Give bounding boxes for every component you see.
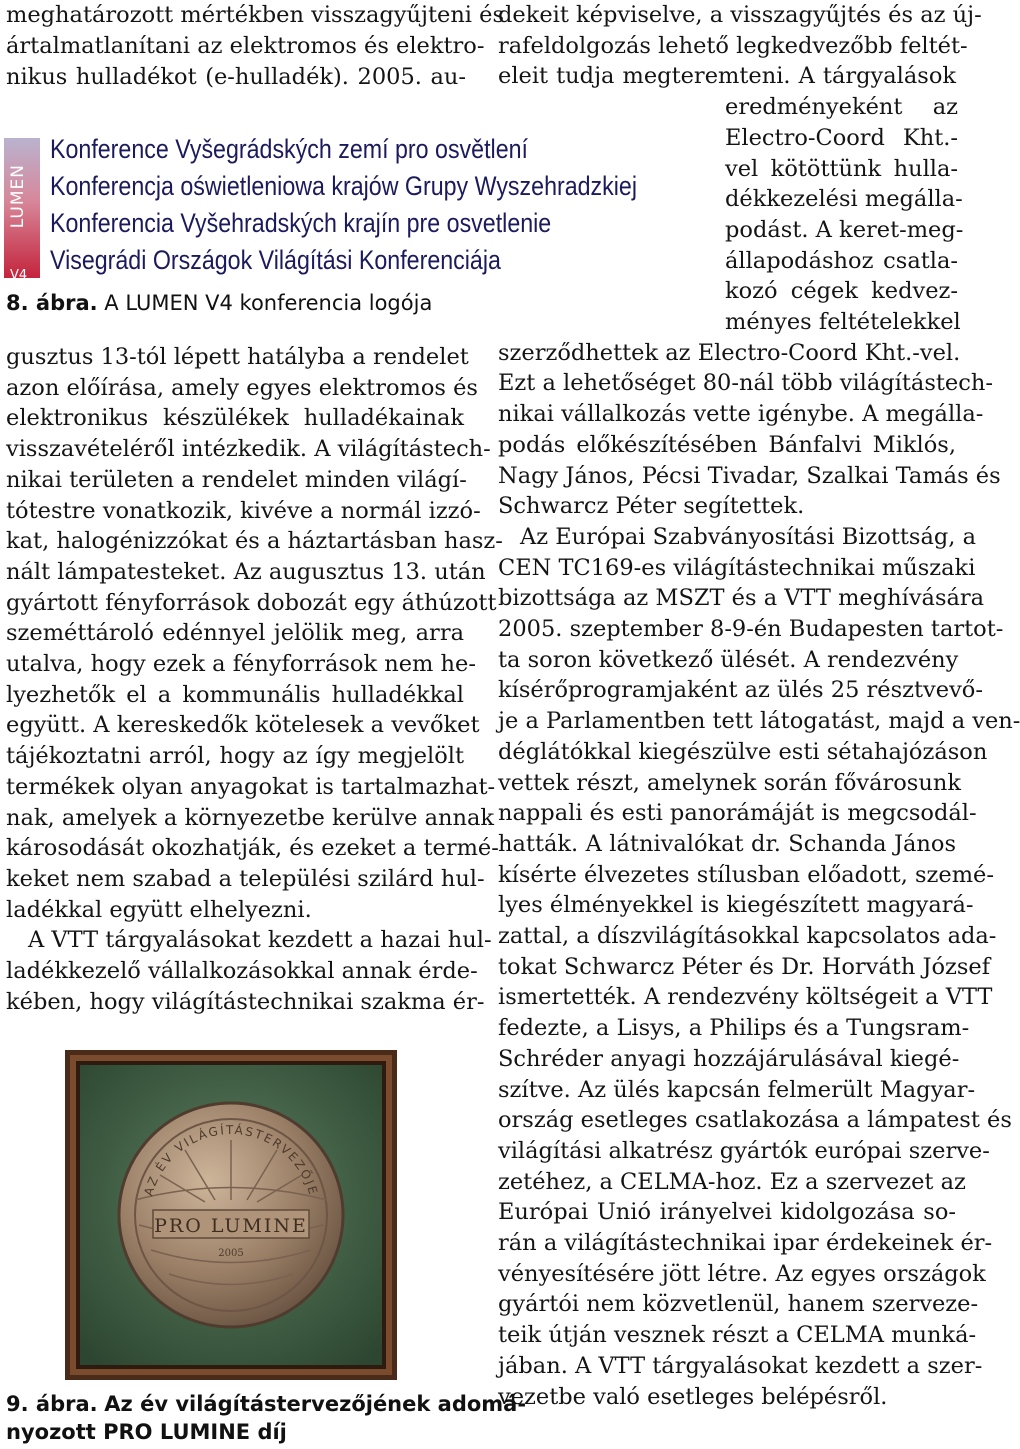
lumen-v4-logo [4,128,704,286]
text-line: Nagy János, Pécsi Tivadar, Szalkai Tamás és [498,462,1001,489]
figure-8-number: 8. ábra. [6,291,98,315]
text-line: ártalmatlanítani az elektromos és elektro- [6,33,485,59]
text-line: gyártói nem közvetlenül, hanem szerveze- [498,1291,979,1318]
text-line: déglátókkal kiegészülve esti sétahajózáson [498,738,988,765]
text-line: vényesítésére jött létre. Az egyes országok [498,1260,986,1287]
text-line: ményes feltételekkel [725,309,961,335]
figure-8-text: A LUMEN V4 konferencia logója [104,291,433,315]
logo-bar-label: LUMEN [8,164,28,229]
text-line: ismertették. A rendezvény költségeit a VTT [498,984,993,1011]
text-line: fedezte, a Lisys, a Philips és a Tungsram- [498,1015,970,1042]
text-line: nikus hulladékot (e-hulladék). 2005. au- [6,64,466,90]
text-line: dekeit képviselve, a visszagyűjtés és az új- [498,2,982,28]
text-line: gyártott fényforrások dobozát egy áthúzott [6,589,497,616]
text-line: teik útján vesznek részt a CELMA munká- [498,1322,977,1349]
text-line: CEN TC169-es világítástechnikai műszaki [498,554,976,581]
medal-name-text: PRO LUMINE [154,1215,308,1237]
text-line: tokat Schwarcz Péter és Dr. Horváth József [498,953,991,980]
logo-line-polish: Konferencja oświetleniowa krajów Grupy Wyszehradzkiej [50,171,638,201]
logo-line-hungarian: Visegrádi Országok Világítási Konferenciája [50,245,501,275]
figure-9-text-2: nyozott PRO LUMINE díj [6,1420,287,1444]
text-line: tótestre vonatkozik, kivéve a normál izzó- [6,497,481,524]
text-line: szeméttároló edénnyel jelölik meg, arra [6,620,464,647]
logo-line-czech: Konference Vyšegrádských zemí pro osvětlení [50,134,528,164]
text-line: ország esetleges csatlakozása a lámpatest és [498,1107,1012,1134]
text-line: bizottsága az MSZT és a VTT meghívására [498,585,985,612]
text-line: nikai területen a rendelet minden világí- [6,466,467,493]
medal-illustration [65,1050,397,1380]
text-line: eleit tudja megteremteni. A tárgyalások [498,63,956,90]
text-line: eredményeként az [725,94,958,121]
text-line: nak, amelyek a környezetbe kerülve annak [6,804,495,831]
text-line: visszavételéről intézkedik. A világítástech- [6,436,491,463]
text-line: podás előkészítésében Bánfalvi Miklós, [498,431,956,458]
text-line: gusztus 13-tól lépett hatályba a rendelet [6,344,469,370]
logo-color-bar [4,138,40,283]
text-line: vettek részt, amelynek során fővárosunk [498,769,961,796]
text-line: podást. A keret-meg- [725,216,964,243]
text-line: azon előírása, amely egyes elektromos és [6,374,478,401]
text-line: vel kötöttünk hulla- [725,155,958,182]
text-line: kat, halogénizzókat és a háztartásban hasz- [6,528,503,555]
medal-year-text: 2005 [218,1248,244,1259]
text-line: keket nem szabad a települési szilárd hul- [6,865,485,892]
figure-8-caption [6,289,432,317]
text-line: Electro-Coord Kht.- [725,124,958,151]
text-line: ladékkal együtt elhelyezni. [6,896,312,923]
medal-top-text: AZ ÉV VILÁGÍTÁSTERVEZŐJE [141,1122,321,1198]
text-line: je a Parlamentben tett látogatást, majd a ven- [498,708,1020,735]
text-line: zattal, a díszvilágításokkal kapcsolatos ada- [498,923,997,949]
text-line: kében, hogy világítástechnikai szakma ér- [6,988,485,1015]
figure-9-caption-line-2 [6,1418,287,1446]
text-line: meghatározott mértékben visszagyűjteni és [6,2,505,28]
text-line: Európai Unió irányelvei kidolgozása so- [498,1199,956,1226]
text-line: nikai vállalkozás vette igénybe. A megálla- [498,401,984,428]
text-line: rafeldolgozás lehető legkedvezőbb feltét- [498,32,968,59]
text-line: dékkezelési megálla- [725,186,963,213]
text-line: Ezt a lehetőséget 80-nál több világítástech- [498,370,993,397]
figure-9-number: 9. ábra. [6,1392,98,1416]
text-line: ladékkezelő vállalkozásokkal annak érde- [6,958,478,984]
text-line: jában. A VTT tárgyalásokat kezdett a szer- [498,1352,983,1379]
text-line: rán a világítástechnikai ipar érdekeinek ér- [498,1230,993,1256]
text-line: állapodáshoz csatla- [725,247,958,274]
text-line: kísérőprogramjaként az ülés 25 résztvevő- [498,677,983,704]
figure-9-caption-line-1 [6,1390,526,1418]
logo-bar-badge: V4 [10,268,28,283]
text-line: lyezhetők el a kommunális hulladékkal [6,681,464,708]
text-line: 2005. szeptember 8-9-én Budapesten tartot- [498,616,1004,642]
text-line: nált lámpatesteket. Az augusztus 13. után [6,558,486,585]
logo-line-slovak: Konferencia Vyšehradských krajín pre osvetlenie [50,208,552,238]
text-line: kozó cégek kedvez- [725,278,958,305]
text-line: lyes élményekkel is kiegészített magyará- [498,892,974,919]
text-line: Schwarcz Péter segítettek. [498,493,805,520]
text-line: zetéhez, a CELMA-hoz. Ez a szervezet az [498,1168,966,1195]
text-line: A VTT tárgyalásokat kezdett a hazai hul- [28,927,492,954]
text-line: szerződhettek az Electro-Coord Kht.-vel. [498,339,961,366]
text-line: Schréder anyagi hozzájárulásával kiegé- [498,1045,960,1072]
text-line: kísérte élvezetes stílusban előadott, szemé- [498,861,994,888]
text-line: tájékoztatni arról, hogy az így megjelölt [6,743,464,770]
text-line: hatták. A látnivalókat dr. Schanda János [498,830,956,857]
figure-9-text-1: Az év világítástervezőjének adomá- [104,1392,527,1416]
text-line: ta soron következő ülését. A rendezvény [498,646,959,673]
text-line: együtt. A kereskedők kötelesek a vevőket [6,712,480,739]
text-line: Az Európai Szabványosítási Bizottság, a [520,523,976,550]
text-line: termékek olyan anyagokat is tartalmazhat- [6,773,496,800]
pro-lumine-medal-image [65,1050,397,1380]
text-line: utalva, hogy ezek a fényforrások nem he- [6,651,476,677]
text-line: vezetbe való esetleges belépésről. [498,1383,888,1410]
text-line: világítási alkatrész gyártók európai szerve- [498,1137,990,1164]
text-line: nappali és esti panorámáját is megcsodál- [498,800,977,827]
text-line: elektronikus készülékek hulladékainak [6,405,464,432]
text-line: károsodását okozhatják, és ezeket a termé- [6,835,499,862]
text-line: szítve. Az ülés kapcsán felmerült Magyar- [498,1076,976,1103]
